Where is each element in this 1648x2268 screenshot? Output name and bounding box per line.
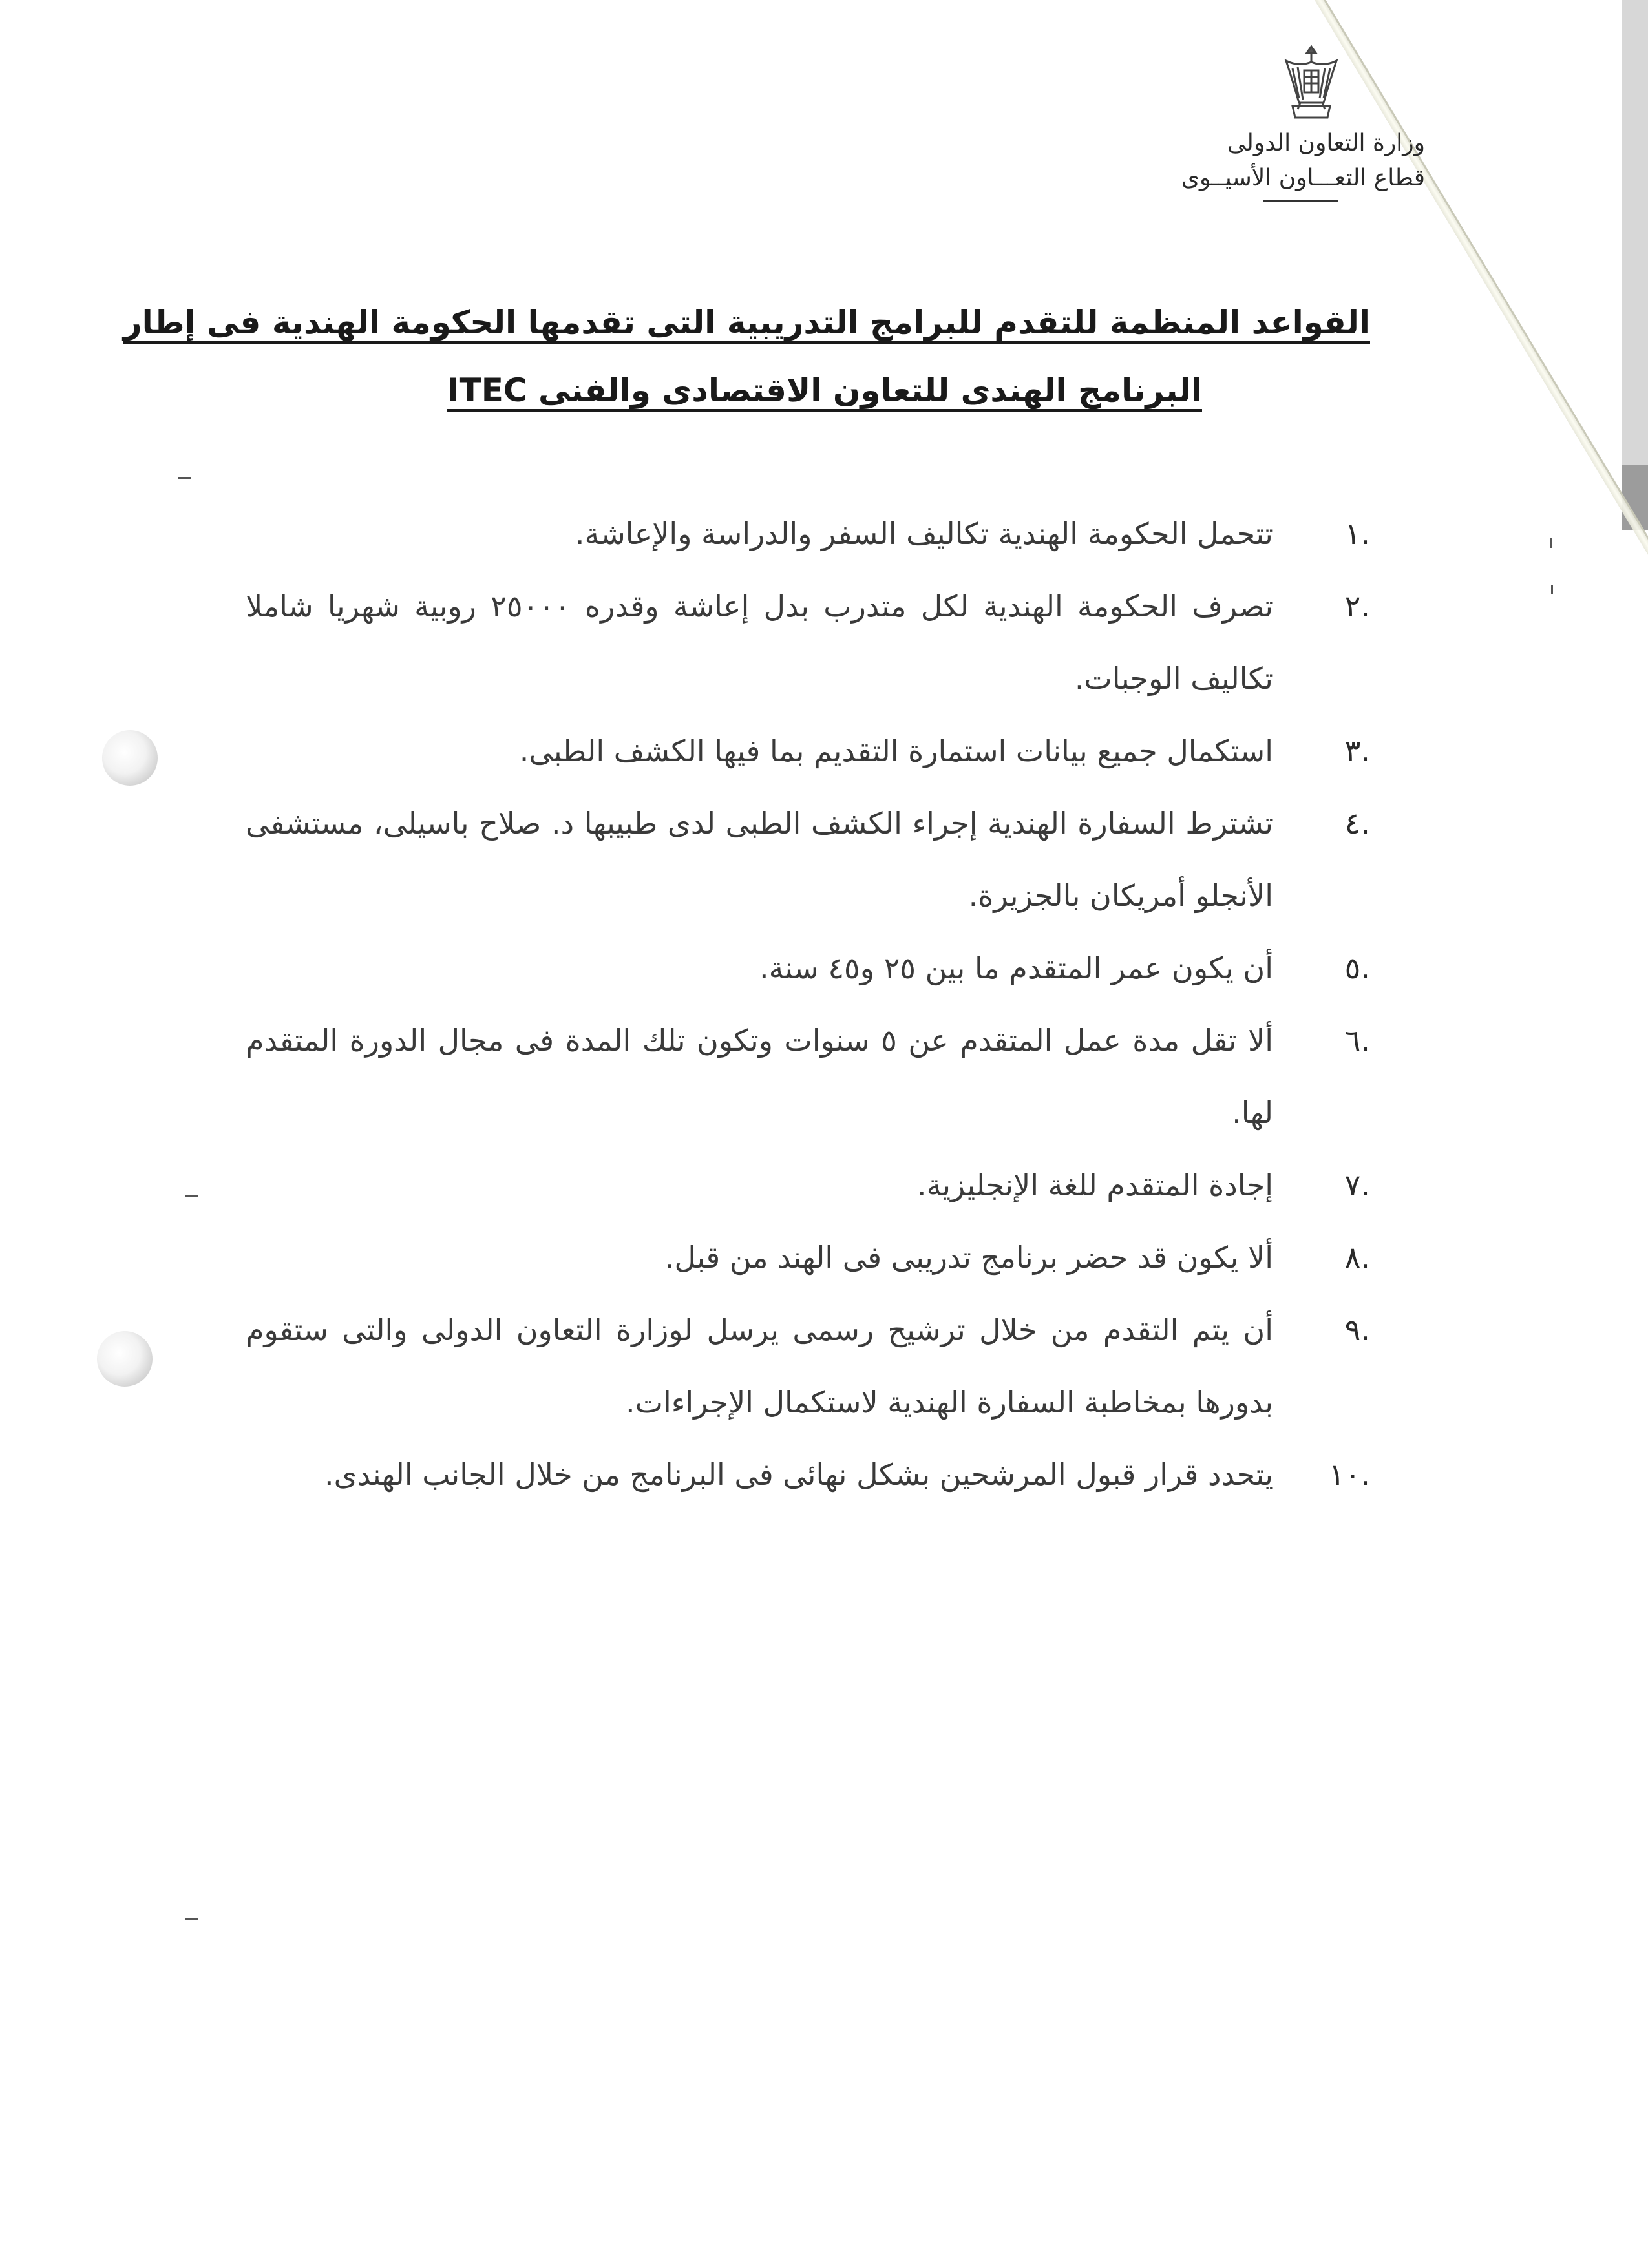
document-title-line-2: البرنامج الهندى للتعاون الاقتصادى والفنى ITEC	[447, 372, 1202, 409]
scan-mark	[185, 1195, 198, 1197]
scan-mark	[178, 477, 191, 479]
heading-rule	[1263, 200, 1338, 202]
list-item	[246, 1004, 1370, 1149]
item-number: .٢	[1344, 589, 1370, 624]
item-number: .٨	[1344, 1240, 1370, 1275]
scan-mark	[1550, 538, 1552, 548]
list-item	[246, 1149, 1370, 1221]
list-item	[246, 787, 1370, 932]
item-text: تشترط السفارة الهندية إجراء الكشف الطبى لدى طبيبها د. صلاح باسيلى، مستشفى الأنجلو أمريكان بالجزيرة.	[246, 806, 1273, 913]
item-number: .٩	[1344, 1312, 1370, 1347]
folded-corner-shadow	[1312, 0, 1648, 568]
item-number: .١	[1344, 516, 1370, 551]
punch-hole-icon	[97, 1331, 153, 1387]
egypt-eagle-emblem-icon	[1273, 41, 1349, 125]
ministry-heading	[1154, 126, 1425, 196]
punch-hole-icon	[102, 730, 158, 786]
item-text: أن يتم التقدم من خلال ترشيح رسمى يرسل لوزارة التعاون الدولى والتى ستقوم بدورها بمخاطبة السفارة الهندية لاستكمال الإجراءات.	[246, 1312, 1273, 1420]
item-text: استكمال جميع بيانات استمارة التقديم بما فيها الكشف الطبى.	[519, 733, 1273, 768]
folded-corner	[1299, 0, 1648, 556]
item-text: ألا تقل مدة عمل المتقدم عن ٥ سنوات وتكون تلك المدة فى مجال الدورة المتقدم لها.	[246, 1023, 1273, 1130]
item-number: .١٠	[1328, 1457, 1370, 1492]
list-item	[246, 498, 1370, 570]
item-number: .٤	[1344, 806, 1370, 841]
item-text: يتحدد قرار قبول المرشحين بشكل نهائى فى البرنامج من خلال الجانب الهندى.	[324, 1457, 1273, 1492]
item-number: .٣	[1344, 733, 1370, 768]
item-text: أن يكون عمر المتقدم ما بين ٢٥ و٤٥ سنة.	[759, 950, 1273, 985]
document-title-line-1: القواعد المنظمة للتقدم للبرامج التدريبية التى تقدمها الحكومة الهندية فى إطار	[123, 304, 1370, 341]
list-item	[246, 1438, 1370, 1511]
scan-mark	[1551, 585, 1553, 594]
item-text: تصرف الحكومة الهندية لكل متدرب بدل إعاشة وقدره ٢٥٠٠٠ روبية شهريا شاملا تكاليف الوجبات.	[246, 589, 1273, 696]
item-number: .٦	[1344, 1023, 1370, 1058]
scan-mark	[185, 1918, 198, 1920]
list-item	[246, 715, 1370, 787]
rules-list	[246, 498, 1370, 1511]
list-item	[246, 932, 1370, 1004]
list-item	[246, 1221, 1370, 1294]
item-text: ألا يكون قد حضر برنامج تدريبى فى الهند من قبل.	[664, 1240, 1273, 1275]
item-number: .٧	[1344, 1168, 1370, 1202]
item-number: .٥	[1344, 950, 1370, 985]
sector-name: قطاع التعـــاون الأسيــوى	[1181, 165, 1425, 191]
list-item	[246, 1294, 1370, 1438]
ministry-name: وزارة التعاون الدولى	[1227, 130, 1425, 156]
item-text: إجادة المتقدم للغة الإنجليزية.	[916, 1168, 1273, 1202]
item-text: تتحمل الحكومة الهندية تكاليف السفر والدراسة والإعاشة.	[575, 516, 1273, 551]
scanner-edge	[1622, 0, 1648, 465]
list-item	[246, 570, 1370, 715]
